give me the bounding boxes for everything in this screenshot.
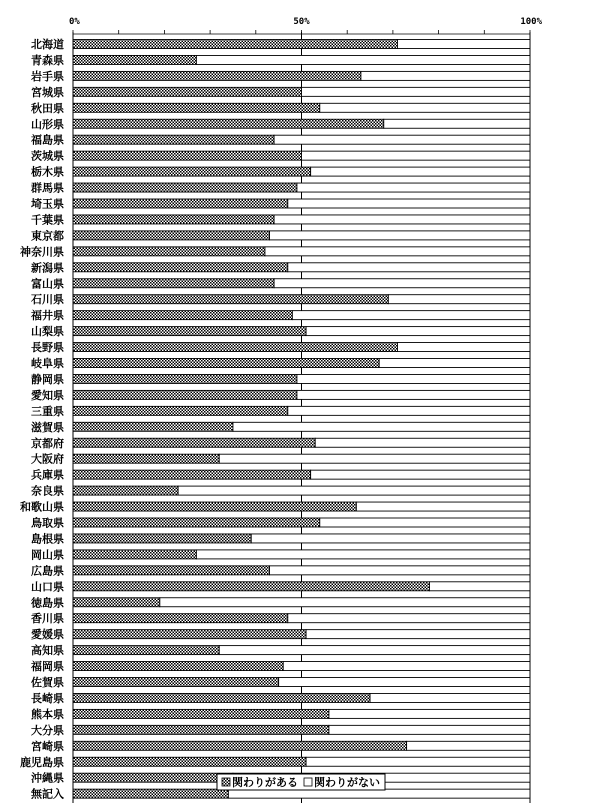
- category-label: 福岡県: [31, 660, 64, 674]
- bar-segment-unrelated: [379, 359, 530, 368]
- bar-segment-related: [73, 390, 297, 399]
- bar-segment-unrelated: [160, 598, 530, 607]
- bar-segment-related: [73, 502, 356, 511]
- legend-label-unrelated: 関わりがない: [314, 776, 380, 789]
- bar-segment-related: [73, 438, 315, 447]
- bar-segment-unrelated: [320, 518, 530, 527]
- x-tick-label: 0%: [69, 17, 80, 27]
- category-labels: [20, 37, 65, 801]
- bar-segment-related: [73, 725, 329, 734]
- category-label: 長野県: [31, 341, 64, 355]
- category-label: 石川県: [31, 293, 64, 307]
- category-label: 栃木県: [31, 165, 64, 179]
- category-label: 東京都: [31, 229, 64, 243]
- bar-segment-unrelated: [306, 630, 530, 639]
- category-label: 福島県: [31, 133, 64, 147]
- category-label: 沖縄県: [31, 771, 64, 785]
- bar-segment-related: [73, 167, 311, 176]
- category-label: 鹿児島県: [20, 755, 64, 769]
- category-label: 静岡県: [31, 372, 64, 386]
- bar-segment-related: [73, 55, 196, 64]
- bar-segment-related: [73, 422, 233, 431]
- bar-segment-related: [73, 598, 160, 607]
- bar-segment-unrelated: [311, 470, 530, 479]
- bar-segment-related: [73, 263, 288, 272]
- bar-segment-unrelated: [219, 454, 530, 463]
- category-label: 島根県: [31, 532, 64, 546]
- bar-segment-unrelated: [329, 725, 530, 734]
- category-label: 岡山県: [31, 548, 64, 562]
- category-label: 高知県: [31, 644, 64, 658]
- category-label: 大阪府: [31, 452, 64, 466]
- bar-segment-related: [73, 566, 270, 575]
- bar-segment-related: [73, 630, 306, 639]
- bar-segment-related: [73, 614, 288, 623]
- bar-segment-unrelated: [297, 390, 530, 399]
- legend-label-related: 関わりがある: [232, 776, 298, 789]
- bar-segment-related: [73, 199, 288, 208]
- bar-segment-related: [73, 135, 274, 144]
- category-label: 奈良県: [31, 484, 64, 498]
- bar-segment-unrelated: [320, 103, 530, 112]
- bar-segment-related: [73, 534, 251, 543]
- x-tick-label: 100%: [520, 17, 542, 27]
- bar-segment-related: [73, 550, 196, 559]
- category-label: 岩手県: [31, 69, 64, 83]
- bar-segment-related: [73, 693, 370, 702]
- bar-segment-unrelated: [219, 646, 530, 655]
- bar-segment-unrelated: [279, 678, 530, 687]
- bar-segment-unrelated: [270, 231, 530, 240]
- bar-segment-unrelated: [302, 87, 531, 96]
- category-label: 滋賀県: [31, 420, 64, 434]
- category-label: 愛媛県: [31, 628, 64, 642]
- bar-segment-unrelated: [288, 406, 530, 415]
- category-label: 茨城県: [31, 149, 64, 163]
- category-label: 青森県: [31, 53, 64, 67]
- bar-segment-unrelated: [270, 566, 530, 575]
- bar-segment-unrelated: [196, 55, 530, 64]
- category-label: 岐阜県: [31, 357, 64, 370]
- bar-segment-unrelated: [274, 279, 530, 288]
- bar-segment-related: [73, 40, 397, 49]
- bar-segment-unrelated: [196, 550, 530, 559]
- bar-segment-related: [73, 662, 283, 671]
- bar-segment-unrelated: [283, 662, 530, 671]
- category-label: 宮城県: [31, 85, 64, 99]
- bar-segment-related: [73, 71, 361, 80]
- bar-segment-related: [73, 231, 270, 240]
- category-label: 富山県: [31, 277, 64, 291]
- category-label: 新潟県: [31, 261, 64, 275]
- bar-segment-related: [73, 789, 228, 798]
- bar-segment-unrelated: [306, 757, 530, 766]
- bar-segment-unrelated: [388, 295, 530, 304]
- bar-segment-related: [73, 486, 178, 495]
- bar-segment-related: [73, 151, 302, 160]
- bar-segment-related: [73, 279, 274, 288]
- bar-segment-unrelated: [233, 422, 530, 431]
- category-label: 埼玉県: [31, 197, 64, 211]
- bar-segment-related: [73, 582, 429, 591]
- bar-segment-related: [73, 311, 292, 320]
- bar-segment-related: [73, 374, 297, 383]
- category-label: 神奈川県: [20, 245, 64, 259]
- category-label: 福井県: [31, 309, 64, 323]
- bar-segment-related: [73, 215, 274, 224]
- bar-segment-unrelated: [297, 183, 530, 192]
- category-label: 秋田県: [31, 101, 64, 115]
- category-label: 京都府: [31, 436, 64, 450]
- category-label: 広島県: [31, 564, 64, 578]
- category-label: 北海道: [31, 38, 64, 51]
- legend-swatch-unrelated: [304, 778, 312, 786]
- category-label: 山口県: [31, 580, 64, 594]
- category-label: 宮崎県: [31, 739, 64, 753]
- category-label: 愛知県: [31, 388, 64, 402]
- bar-segment-unrelated: [297, 374, 530, 383]
- category-label: 三重県: [31, 404, 64, 418]
- bar-segment-related: [73, 709, 329, 718]
- bar-segment-unrelated: [306, 327, 530, 336]
- bar-segment-related: [73, 741, 407, 750]
- category-label: 大分県: [31, 723, 64, 737]
- category-label: 山梨県: [31, 325, 64, 339]
- bar-segment-related: [73, 406, 288, 415]
- bar-segment-unrelated: [370, 693, 530, 702]
- bar-segment-unrelated: [274, 135, 530, 144]
- bar-segment-unrelated: [329, 709, 530, 718]
- category-label: 佐賀県: [31, 676, 64, 689]
- bar-segment-related: [73, 87, 302, 96]
- bar-segment-unrelated: [288, 199, 530, 208]
- bar-segment-unrelated: [384, 119, 530, 128]
- bar-segment-related: [73, 773, 233, 782]
- bar-segment-unrelated: [397, 343, 530, 352]
- bar-segment-unrelated: [178, 486, 530, 495]
- bar-segment-unrelated: [397, 40, 530, 49]
- bar-segment-unrelated: [292, 311, 530, 320]
- legend: [217, 774, 385, 790]
- legend-swatch-related: [222, 778, 230, 786]
- category-label: 熊本県: [31, 707, 64, 721]
- category-label: 山形県: [31, 117, 64, 131]
- bar-segment-related: [73, 119, 384, 128]
- bar-segment-unrelated: [311, 167, 530, 176]
- bar-segment-related: [73, 518, 320, 527]
- bar-segment-unrelated: [274, 215, 530, 224]
- category-label: 長崎県: [31, 691, 64, 705]
- category-label: 香川県: [31, 612, 64, 626]
- bar-segment-related: [73, 103, 320, 112]
- bar-segment-unrelated: [429, 582, 530, 591]
- category-label: 兵庫県: [31, 468, 64, 482]
- category-label: 鳥取県: [31, 516, 64, 530]
- bar-segment-unrelated: [356, 502, 530, 511]
- category-label: 和歌山県: [20, 500, 64, 514]
- x-tick-label: 50%: [293, 17, 310, 27]
- bar-segment-unrelated: [251, 534, 530, 543]
- bar-segment-unrelated: [302, 151, 531, 160]
- category-label: 群馬県: [31, 181, 64, 195]
- bar-segment-related: [73, 470, 311, 479]
- bar-segment-unrelated: [288, 263, 530, 272]
- bar-segment-related: [73, 359, 379, 368]
- bar-segment-unrelated: [265, 247, 530, 256]
- category-label: 無記入: [31, 787, 64, 801]
- bar-segment-related: [73, 295, 388, 304]
- bar-segment-related: [73, 327, 306, 336]
- bar-segment-related: [73, 183, 297, 192]
- category-label: 徳島県: [31, 596, 64, 610]
- bar-segment-related: [73, 343, 397, 352]
- bar-segment-unrelated: [361, 71, 530, 80]
- bar-segment-related: [73, 247, 265, 256]
- bar-segment-unrelated: [288, 614, 530, 623]
- category-label: 千葉県: [31, 213, 64, 227]
- bar-segment-related: [73, 678, 279, 687]
- bar-segment-related: [73, 757, 306, 766]
- bar-segment-unrelated: [407, 741, 530, 750]
- bar-segment-unrelated: [315, 438, 530, 447]
- bar-segment-related: [73, 646, 219, 655]
- bar-segment-related: [73, 454, 219, 463]
